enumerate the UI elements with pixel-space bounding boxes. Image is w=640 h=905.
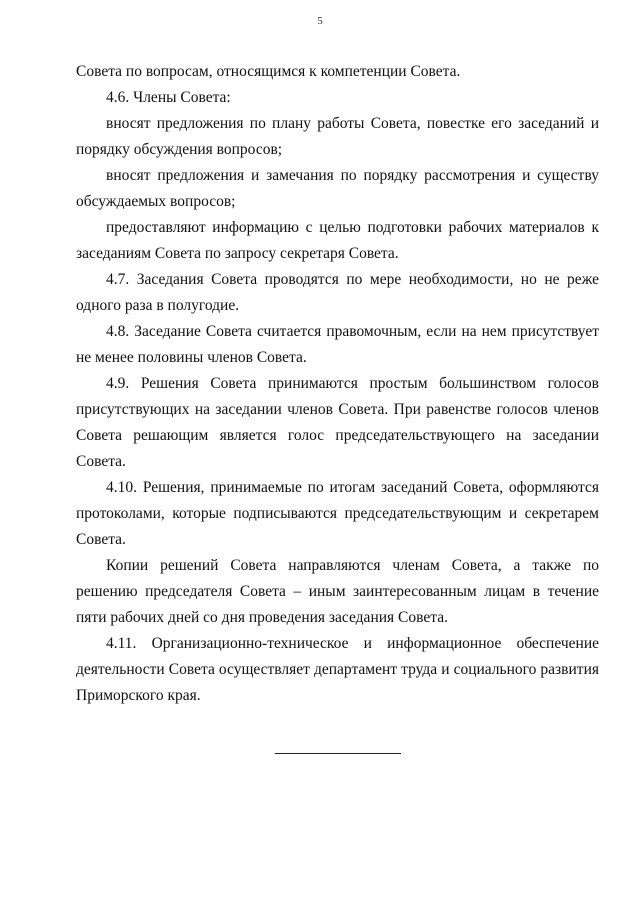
document-body (76, 59, 599, 709)
closing-divider-line (275, 753, 401, 754)
paragraph-4-8: 4.8. Заседание Совета считается правомочным, если на нем присутствует не менее половины членов Совета. (76, 323, 599, 366)
paragraph-members-proposals: вносят предложения по плану работы Совета, повестке его заседаний и порядку обсуждения вопросов; (76, 115, 599, 158)
paragraph-members-information: предоставляют информацию с целью подготовки рабочих материалов к заседаниям Совета по запросу секретаря Совета. (76, 219, 599, 262)
paragraph-members-remarks: вносят предложения и замечания по порядку рассмотрения и существу обсуждаемых вопросов; (76, 167, 599, 210)
paragraph-continuation: Совета по вопросам, относящимся к компетенции Совета. (76, 63, 461, 80)
paragraph-4-10: 4.10. Решения, принимаемые по итогам заседаний Совета, оформляются протоколами, которые подписываются председательствующим и секретарем Совета. (76, 479, 599, 548)
paragraph-4-11: 4.11. Организационно-техническое и информационное обеспечение деятельности Совета осуществляет департамент труда и социального развития Приморского края. (76, 635, 599, 704)
paragraph-4-9: 4.9. Решения Совета принимаются простым большинством голосов присутствующих на заседании членов Совета. При равенстве голосов членов Совета решающим является голос председательствующего на заседании Совета. (76, 375, 599, 470)
paragraph-copies-of-decisions: Копии решений Совета направляются членам Совета, а также по решению председателя Совета – иным заинтересованным лицам в течение пяти рабочих дней со дня проведения заседания Совета. (76, 557, 599, 626)
paragraph-4-7: 4.7. Заседания Совета проводятся по мере необходимости, но не реже одного раза в полугодие. (76, 271, 599, 314)
paragraph-4-6-heading: 4.6. Члены Совета: (106, 89, 231, 106)
page-number: 5 (317, 15, 323, 27)
